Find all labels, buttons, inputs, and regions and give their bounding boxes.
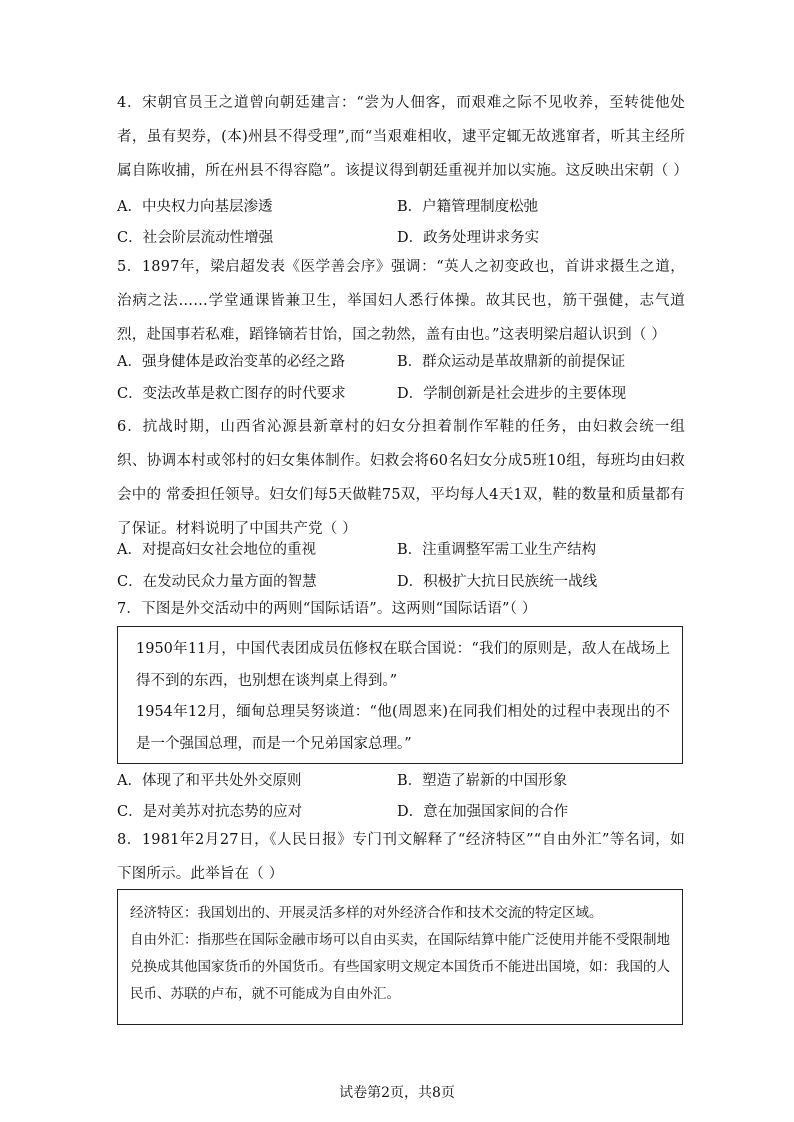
question-4-option-d[interactable]: D．政务处理讲求务实	[397, 230, 540, 246]
question-7-stem: 7．下图是外交活动中的两则“国际话语”。这两则“国际话语”（ ）	[117, 601, 537, 617]
question-7-option-d[interactable]: D．意在加强国家间的合作	[397, 804, 569, 820]
question-6-stem: 6．抗战时期，山西省沁源县新章村的妇女分担着制作军鞋的任务，由妇救会统一组织、协调本村或邻村的妇女集体制作。妇救会将60名妇女分成5班10组，每班均由妇救会中的 常委担任领导。妇女们每5天做鞋75双，平均每人4天1双，鞋的数量和质量都有了保证。材料说明了中国共产党（ ）	[117, 419, 685, 537]
page-footer: 试卷第2页，共8页	[339, 1085, 455, 1101]
question-7-quote-2: 1954年12月，缅甸总理吴努谈道：“他(周恩来)在同我们相处的过程中表现出的不是一个强国总理，而是一个兄弟国家总理。”	[136, 704, 670, 752]
question-7-option-c[interactable]: C．是对美苏对抗态势的应对	[117, 804, 303, 820]
question-5-option-d[interactable]: D．学制创新是社会进步的主要体现	[397, 386, 627, 402]
question-8-stem: 8．1981年2月27日，《人民日报》专门刊文解释了“经济特区”“自由外汇”等名词，如下图所示。此举旨在（ ）	[117, 832, 685, 882]
question-5-option-b[interactable]: B．群众运动是革故鼎新的前提保证	[397, 354, 626, 370]
question-8-definition-2: 自由外汇：指那些在国际金融市场可以自由买卖，在国际结算中能广泛使用并能不受限制地兑换成其他国家货币的外国货币。有些国家明文规定本国货币不能进出国境，如：我国的人民币、苏联的卢布，就不可能成为自由外汇。	[130, 932, 670, 1002]
question-7-option-a[interactable]: A．体现了和平共处外交原则	[117, 773, 302, 789]
question-6-option-a[interactable]: A．对提高妇女社会地位的重视	[117, 542, 316, 558]
question-6-option-d[interactable]: D．积极扩大抗日民族统一战线	[397, 574, 598, 590]
question-8-definition-box	[117, 889, 683, 1025]
question-8-definition-1: 经济特区：我国划出的、开展灵活多样的对外经济合作和技术交流的特定区域。	[130, 905, 603, 921]
question-7-option-b[interactable]: B．塑造了崭新的中国形象	[397, 773, 568, 789]
question-4-option-a[interactable]: A．中央权力向基层渗透	[117, 199, 273, 215]
question-4-option-c[interactable]: C．社会阶层流动性增强	[117, 230, 274, 246]
question-4-stem: 4．宋朝官员王之道曾向朝廷建言：“尝为人佃客，而艰难之际不见收养，至转徙他处者，虽有契券，(本)州县不得受理”,而“当艰难相收，逮平定辄无故逃窜者，听其主经所属自陈收捕，所在州县不得容隐”。该提议得到朝廷重视并加以实施。这反映出宋朝（ ）	[117, 95, 689, 179]
question-6-option-b[interactable]: B．注重调整军需工业生产结构	[397, 542, 597, 558]
question-4-option-b[interactable]: B．户籍管理制度松弛	[397, 199, 539, 215]
question-7-quote-1: 1950年11月，中国代表团成员伍修权在联合国说：“我们的原则是，敌人在战场上得不到的东西，也别想在谈判桌上得到。”	[136, 641, 670, 689]
question-5-option-c[interactable]: C．变法改革是救亡图存的时代要求	[117, 386, 346, 402]
question-6-option-c[interactable]: C．在发动民众力量方面的智慧	[117, 574, 317, 590]
question-7-quote-box	[117, 626, 683, 764]
question-5-stem: 5．1897年，梁启超发表《医学善会序》强调：“英人之初变政也，首讲求摄生之道，治病之法……学堂通课皆兼卫生，举国妇人悉行体操。故其民也，筋干强健，志气道烈，赴国事若私难，蹈锋镝若甘饴，国之勃然，盖有由也。”这表明梁启超认识到（ ）	[117, 259, 685, 343]
question-5-option-a[interactable]: A．强身健体是政治变革的必经之路	[117, 354, 345, 370]
